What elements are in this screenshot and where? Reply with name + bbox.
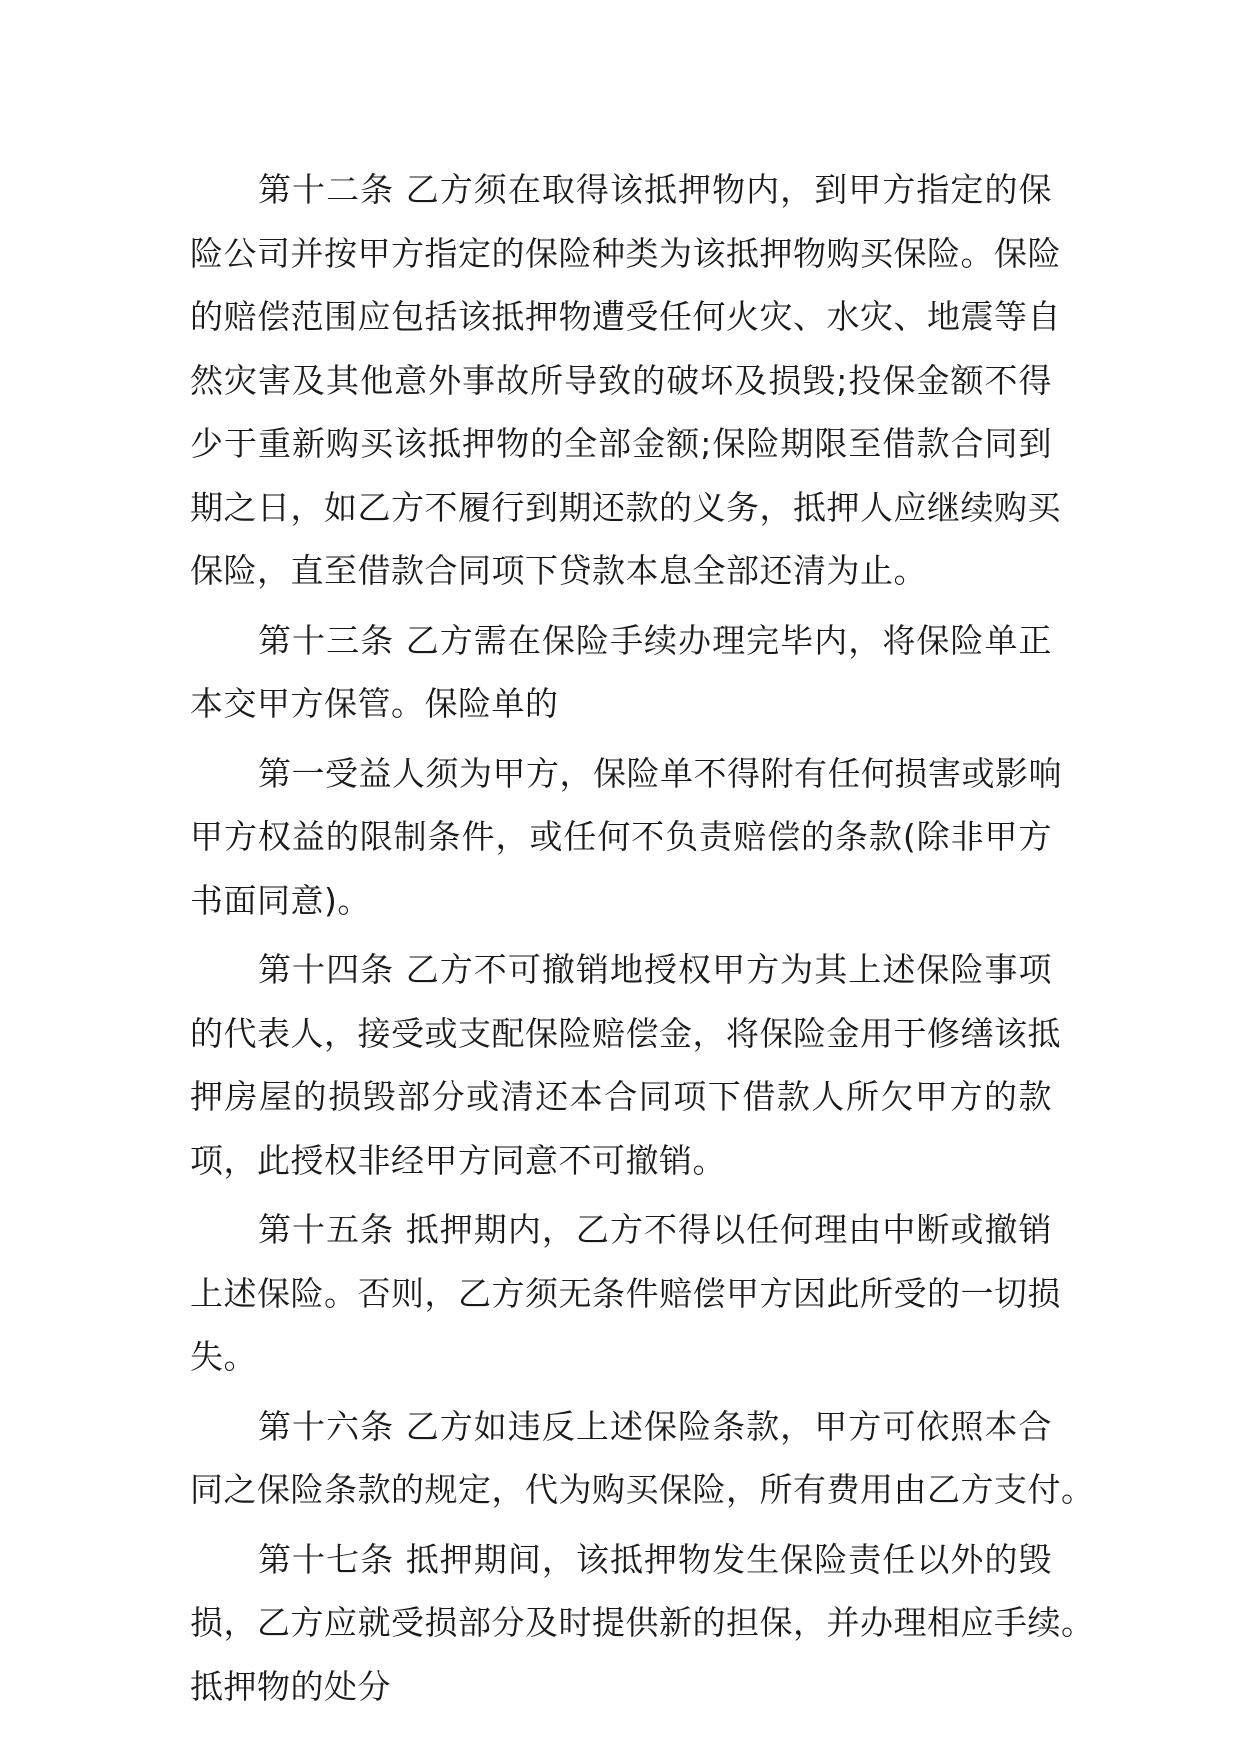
text-line: 书面同意)。 bbox=[190, 880, 371, 920]
text-line: 期之日，如乙方不履行到期还款的义务，抵押人应继续购买 bbox=[190, 487, 1061, 527]
text-line: 第十七条 抵押期间，该抵押物发生保险责任以外的毁 bbox=[258, 1539, 1052, 1579]
text-line: 然灾害及其他意外事故所导致的破坏及损毁;投保金额不得 bbox=[190, 360, 1052, 400]
text-line: 抵押物的处分 bbox=[190, 1666, 391, 1706]
text-line: 少于重新购买该抵押物的全部金额;保险期限至借款合同到 bbox=[190, 424, 1052, 463]
text-line: 保险，直至借款合同项下贷款本息全部还清为止。 bbox=[190, 551, 927, 590]
paragraph-article-14 bbox=[190, 938, 1061, 1192]
text-line: 第十六条 乙方如违反上述保险条款，甲方可依照本合 bbox=[258, 1406, 1052, 1446]
text-line: 的赔偿范围应包括该抵押物遭受任何火灾、水灾、地震等自 bbox=[190, 297, 1061, 336]
paragraph-article-15 bbox=[190, 1198, 1061, 1389]
text-line: 第一受益人须为甲方，保险单不得附有任何损害或影响 bbox=[258, 753, 1062, 793]
text-line: 第十四条 乙方不可撤销地授权甲方为其上述保险事项 bbox=[258, 950, 1052, 989]
paragraph-article-13 bbox=[190, 609, 1052, 736]
text-line: 押房屋的损毁部分或清还本合同项下借款人所欠甲方的款 bbox=[190, 1077, 1052, 1116]
text-line: 第十二条 乙方须在取得该抵押物内，到甲方指定的保 bbox=[258, 170, 1052, 209]
text-line: 第十三条 乙方需在保险手续办理完毕内，将保险单正 bbox=[258, 620, 1052, 660]
document-body bbox=[190, 158, 1095, 1718]
text-line: 失。 bbox=[190, 1337, 257, 1376]
text-line: 本交甲方保管。保险单的 bbox=[190, 684, 559, 723]
text-line: 的代表人，接受或支配保险赔偿金，将保险金用于修缮该抵 bbox=[190, 1013, 1061, 1053]
paragraph-beneficiary bbox=[190, 742, 1062, 933]
paragraph-article-12 bbox=[190, 158, 1061, 603]
text-line: 项，此授权非经甲方同意不可撤销。 bbox=[190, 1140, 726, 1180]
text-line: 甲方权益的限制条件，或任何不负责赔偿的条款(除非甲方 bbox=[190, 817, 1052, 856]
paragraph-article-16 bbox=[190, 1395, 1095, 1522]
text-line: 上述保险。否则，乙方须无条件赔偿甲方因此所受的一切损 bbox=[190, 1273, 1061, 1313]
text-line: 险公司并按甲方指定的保险种类为该抵押物购买保险。保险 bbox=[190, 233, 1061, 273]
text-line: 同之保险条款的规定，代为购买保险，所有费用由乙方支付。 bbox=[190, 1470, 1095, 1509]
text-line: 第十五条 抵押期内，乙方不得以任何理由中断或撤销 bbox=[258, 1210, 1052, 1249]
text-line: 损，乙方应就受损部分及时提供新的担保，并办理相应手续。 bbox=[190, 1603, 1095, 1642]
paragraph-article-17 bbox=[190, 1528, 1095, 1719]
